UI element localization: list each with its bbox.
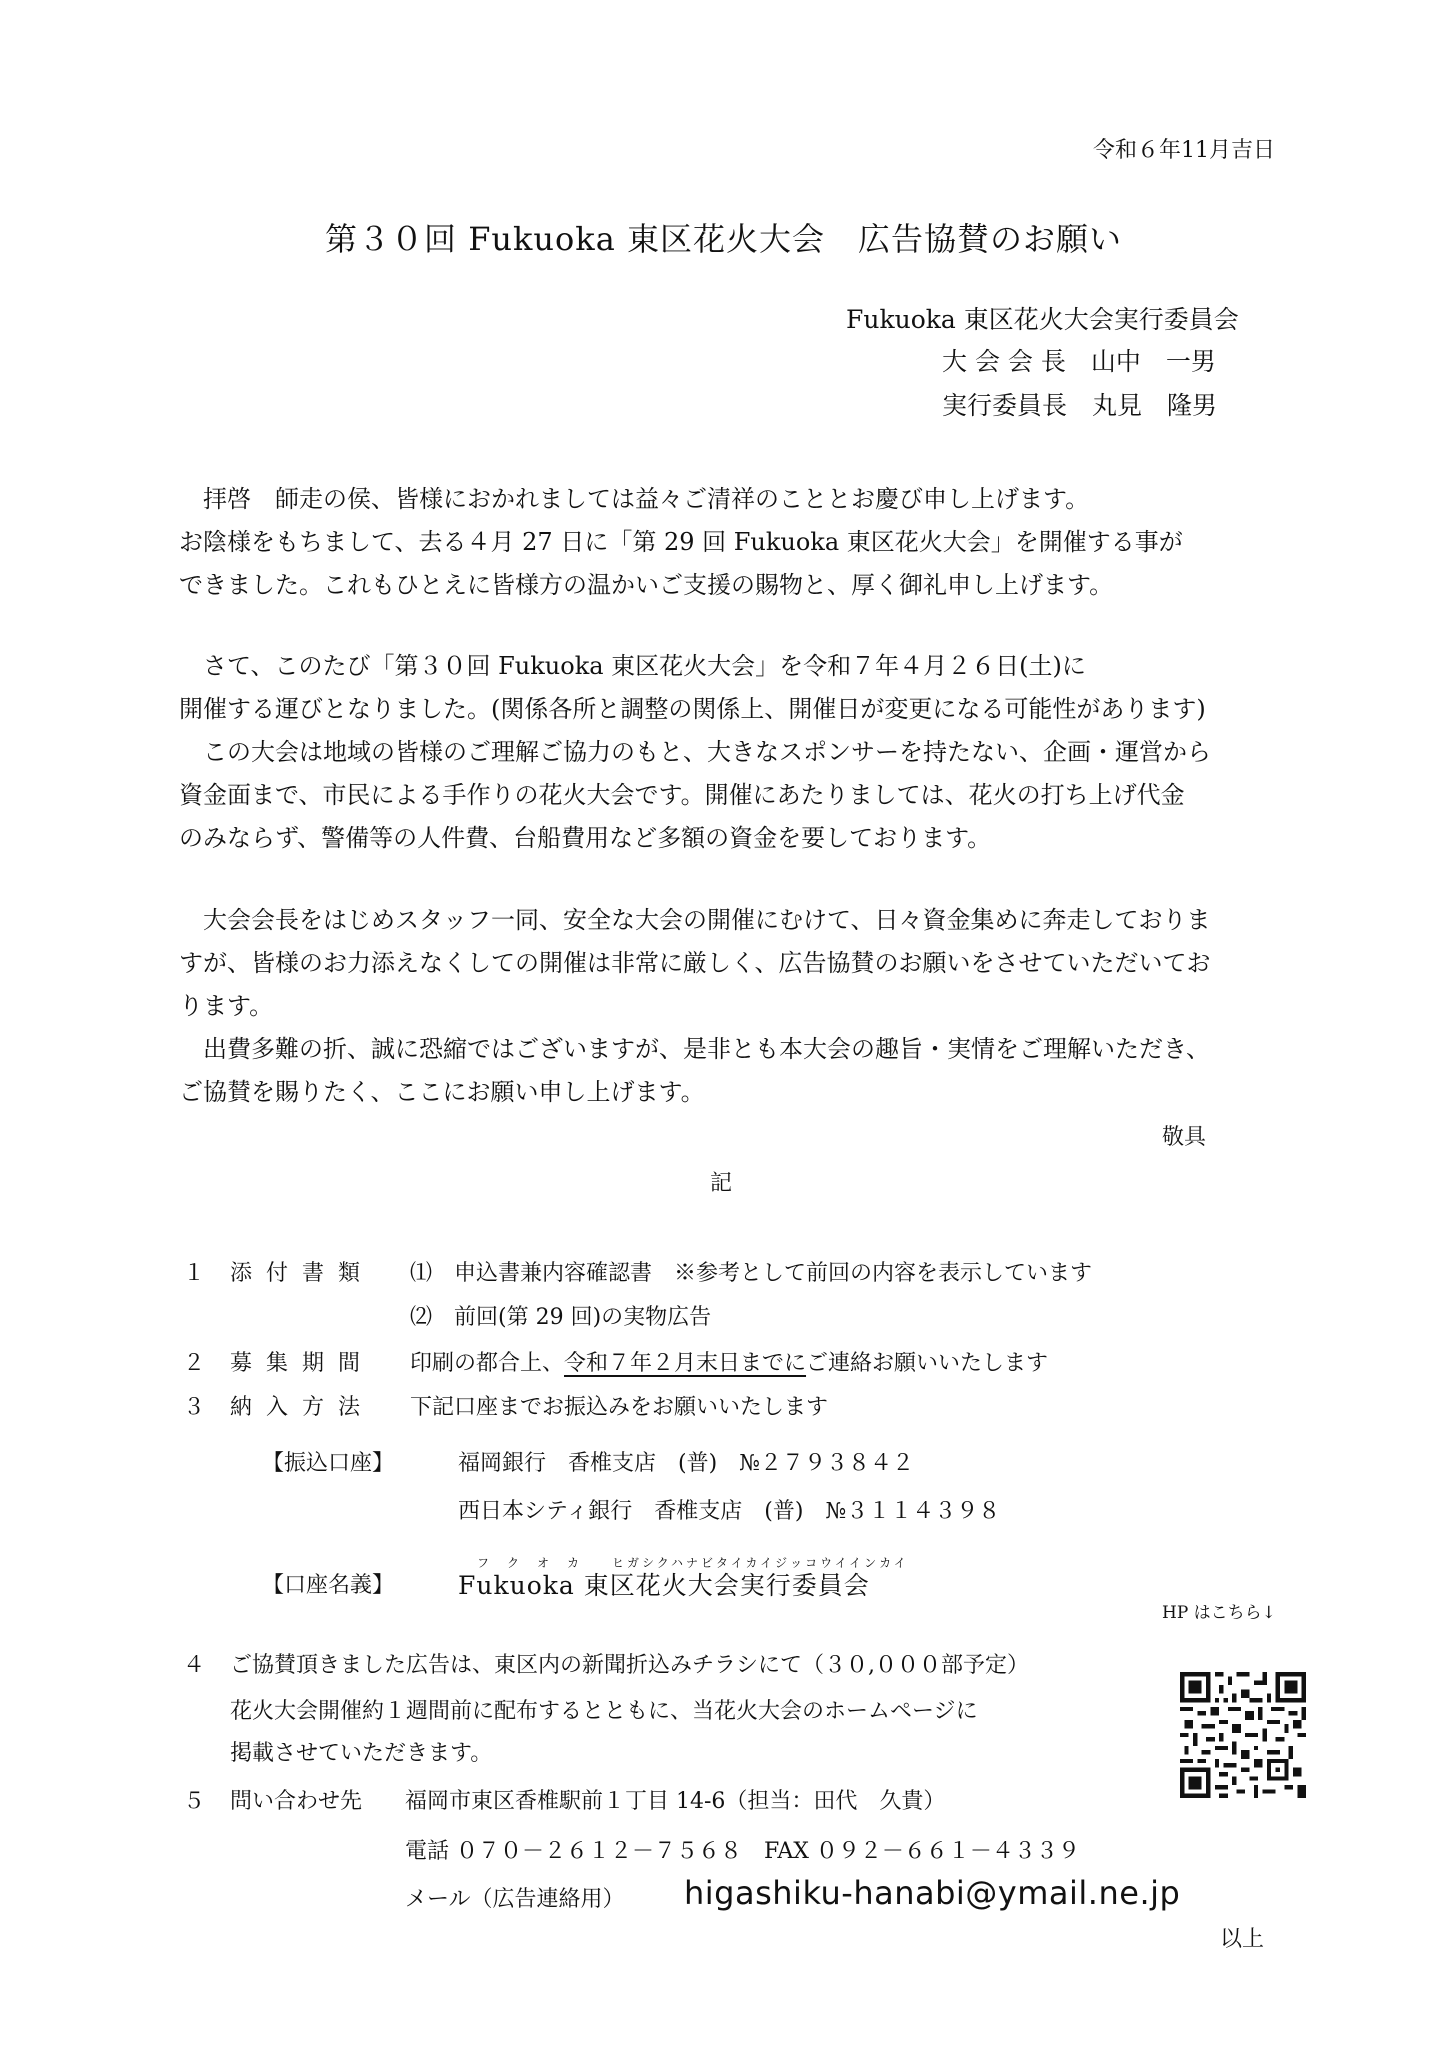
item-3-text: 下記口座までお振込みをお願いいたします [410,1395,829,1420]
paragraph-line: 出費多難の折、誠に恐縮ではございますが、是非とも本大会の趣旨・実情をご理解いただき、 [203,1035,1211,1063]
paragraph-line: 大会会長をはじめスタッフ一同、安全な大会の開催にむけて、日々資金集めに奔走しておりま [203,906,1211,934]
item-1-number: １ [183,1261,206,1286]
item-4-line: 掲載させていただきます。 [230,1741,493,1766]
sender-committee-chair: 実行委員長 丸見 隆男 [942,391,1218,420]
contact-phone-fax: 電話 ０７０－２６１２－７５６８ FAX ０９２－６６１－４３３９ [405,1839,1080,1864]
item-2-deadline: 令和７年２月末日までに [564,1351,807,1376]
bank-account-label: 【振込口座】 [262,1451,395,1476]
paragraph-line: ご協賛を賜りたく、ここにお願い申し上げます。 [179,1078,705,1106]
item-3-label: 納入方法 [230,1395,375,1420]
item-5-number: ５ [183,1789,206,1814]
item-4-line: 花火大会開催約１週間前に配布するとともに、当花火大会のホームページに [230,1699,978,1724]
item-2-post: ご連絡お願いいたします [806,1351,1049,1376]
item-2-label: 募集期間 [230,1351,375,1376]
paragraph-line: のみならず、警備等の人件費、台船費用など多額の資金を要しております。 [179,824,992,852]
item-2-pre: 印刷の都合上、 [410,1351,565,1376]
bank-account-2: 西日本シティ銀行 香椎支店 (普) №３１１４３９８ [458,1499,1001,1524]
contact-mail-label: メール（広告連絡用） [405,1887,625,1912]
item-4-line: ご協賛頂きました広告は、東区内の新聞折込みチラシにて（３０,０００部予定） [230,1653,1029,1678]
qr-code-icon[interactable] [1180,1672,1306,1798]
greeting-paragraph [179,478,1279,607]
contact-email[interactable]: higashiku-hanabi@ymail.ne.jp [684,1874,1181,1912]
paragraph-line: 拝啓 師走の侯、皆様におかれましては益々ご清祥のこととお慶び申し上げます。 [203,485,1090,513]
item-2-text [410,1348,1048,1380]
closing-keigu: 敬具 [1162,1125,1207,1150]
document-title: 第３０回 Fukuoka 東区花火大会 広告協賛のお願い [325,220,1122,258]
account-name-label: 【口座名義】 [262,1573,395,1598]
ijo-ending: 以上 [1220,1927,1265,1952]
paragraph-line: お陰様をもちまして、去る４月 27 日に「第 29 回 Fukuoka 東区花火大会」を開催する事が [179,528,1183,556]
account-name-ruby: フ ク オ カ ヒガシクハナビタイカイジッコウイインカイ [477,1556,909,1570]
homepage-note: HP はこちら↓ [1162,1603,1276,1623]
paragraph-line: ります。 [179,992,274,1020]
paragraph-line: 資金面まで、市民による手作りの花火大会です。開催にあたりましては、花火の打ち上げ代金 [179,781,1185,809]
account-name-value: Fukuoka 東区花火大会実行委員会 [458,1571,870,1600]
paragraph-line: すが、皆様のお力添えなくしての開催は非常に厳しく、広告協賛のお願いをさせていただいてお [179,949,1211,977]
paragraph-line: この大会は地域の皆様のご理解ご協力のもと、大きなスポンサーを持たない、企画・運営から [203,738,1211,766]
event-paragraph [179,645,1279,860]
contact-address: 福岡市東区香椎駅前１丁目 14-6（担当：田代 久貴） [405,1789,946,1814]
document-date: 令和６年11月吉日 [1093,138,1275,163]
item-1-label: 添付書類 [230,1261,375,1286]
ki-heading: 記 [710,1171,733,1196]
item-5-label: 問い合わせ先 [230,1789,363,1814]
request-paragraph [179,899,1279,1114]
paragraph-line: さて、このたび「第３０回 Fukuoka 東区花火大会」を令和７年４月２６日(土)に [203,652,1086,680]
item-2-number: ２ [183,1351,206,1376]
sender-organization: Fukuoka 東区花火大会実行委員会 [846,305,1239,334]
paragraph-line: できました。これもひとえに皆様方の温かいご支援の賜物と、厚く御礼申し上げます。 [179,571,1114,599]
item-1-attachment-a: ⑴ 申込書兼内容確認書 ※参考として前回の内容を表示しています [410,1261,1093,1286]
bank-account-1: 福岡銀行 香椎支店 (普) №２７９３８４２ [458,1451,914,1476]
item-3-number: ３ [183,1395,206,1420]
item-1-attachment-b: ⑵ 前回(第 29 回)の実物広告 [410,1305,712,1330]
sender-chairman: 大 会 会 長 山中 一男 [942,347,1216,376]
item-4-number: ４ [183,1653,206,1678]
paragraph-line: 開催する運びとなりました。(関係各所と調整の関係上、開催日が変更になる可能性があります) [179,695,1206,723]
